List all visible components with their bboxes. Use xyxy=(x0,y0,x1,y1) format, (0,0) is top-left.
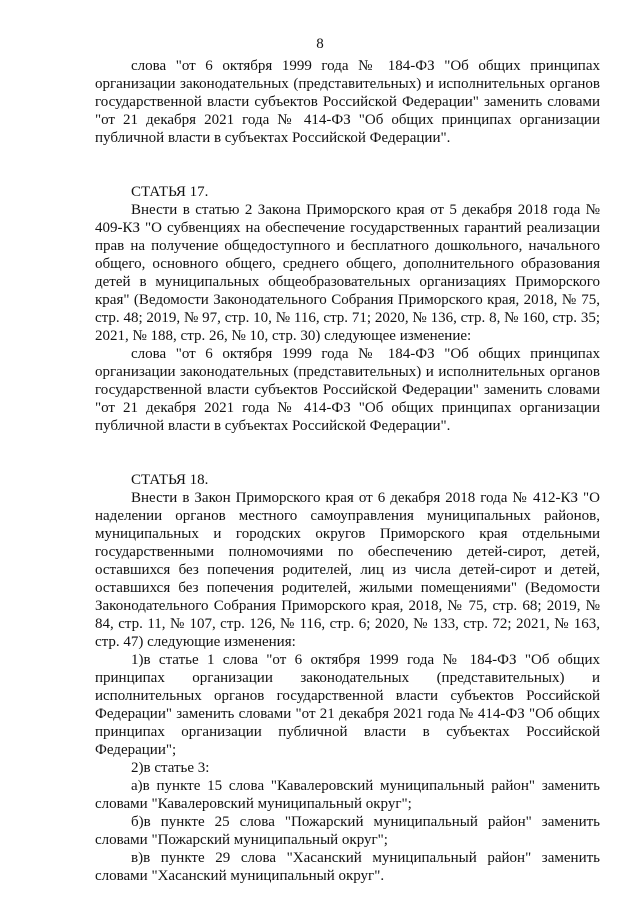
list-item-1: 1)в статье 1 слова "от 6 октября 1999 года № 184-ФЗ "Об общих принципах организации законодательных (представительных) и исполнительных органов государственной власти субъектов Российской Федерации" заменить словами "от 21 декабря 2021 года № 414-ФЗ "Об общих принципах организации публичной власти в субъектах Российской Федерации"; xyxy=(95,652,600,758)
page-number: 8 xyxy=(316,36,324,52)
list-item-2c: в)в пункте 29 слова "Хасанский муниципальный район" заменить словами "Хасанский муниципальный округ". xyxy=(95,850,600,884)
article-18-heading: СТАТЬЯ 18. xyxy=(131,472,209,488)
list-item-2: 2)в статье 3: xyxy=(131,760,210,776)
article-17-heading: СТАТЬЯ 17. xyxy=(131,184,209,200)
amendment-paragraph: слова "от 6 октября 1999 года № 184-ФЗ "Об общих принципах организации законодательных (представительных) и исполнительных органов государственной власти субъектов Российской Федерации" заменить словами "от 21 декабря 2021 года № 414-ФЗ "Об общих принципах организации публичной власти в субъектах Российской Федерации". xyxy=(95,346,600,434)
document-body xyxy=(95,57,600,885)
list-item-2b: б)в пункте 25 слова "Пожарский муниципальный район" заменить словами "Пожарский муниципальный округ"; xyxy=(95,814,600,848)
amendment-paragraph: слова "от 6 октября 1999 года № 184-ФЗ "Об общих принципах организации законодательных (представительных) и исполнительных органов государственной власти субъектов Российской Федерации" заменить словами "от 21 декабря 2021 года № 414-ФЗ "Об общих принципах организации публичной власти в субъектах Российской Федерации". xyxy=(95,58,600,146)
article-17-text: Внести в статью 2 Закона Приморского края от 5 декабря 2018 года № 409-КЗ "О субвенциях на обеспечение государственных гарантий реализации прав на получение общедоступного и бесплатного дошкольного, начального общего, основного общего, среднего общего, дополнительного образования детей в муниципальных общеобразовательных организациях Приморского края" (Ведомости Законодательного Собрания Приморского края, 2018, № 75, стр. 48; 2019, № 97, стр. 10, № 116, стр. 71; 2020, № 136, стр. 8, № 160, стр. 35; 2021, № 188, стр. 26, № 10, стр. 30) следующее изменение: xyxy=(95,202,600,344)
list-item-2a: а)в пункте 15 слова "Кавалеровский муниципальный район" заменить словами "Кавалеровский муниципальный округ"; xyxy=(95,778,600,812)
article-18-text: Внести в Закон Приморского края от 6 декабря 2018 года № 412-КЗ "О наделении органов местного самоуправления муниципальных районов, муниципальных и городских округов Приморского края отдельными государственными полномочиями по обеспечению детей-сирот, детей, оставшихся без попечения родителей, лиц из числа детей-сирот и детей, оставшихся без попечения родителей, жилыми помещениями" (Ведомости Законодательного Собрания Приморского края, 2018, № 75, стр. 68; 2019, № 84, стр. 11, № 107, стр. 126, № 116, стр. 6; 2020, № 133, стр. 72; 2021, № 163, стр. 47) следующие изменения: xyxy=(95,490,600,650)
